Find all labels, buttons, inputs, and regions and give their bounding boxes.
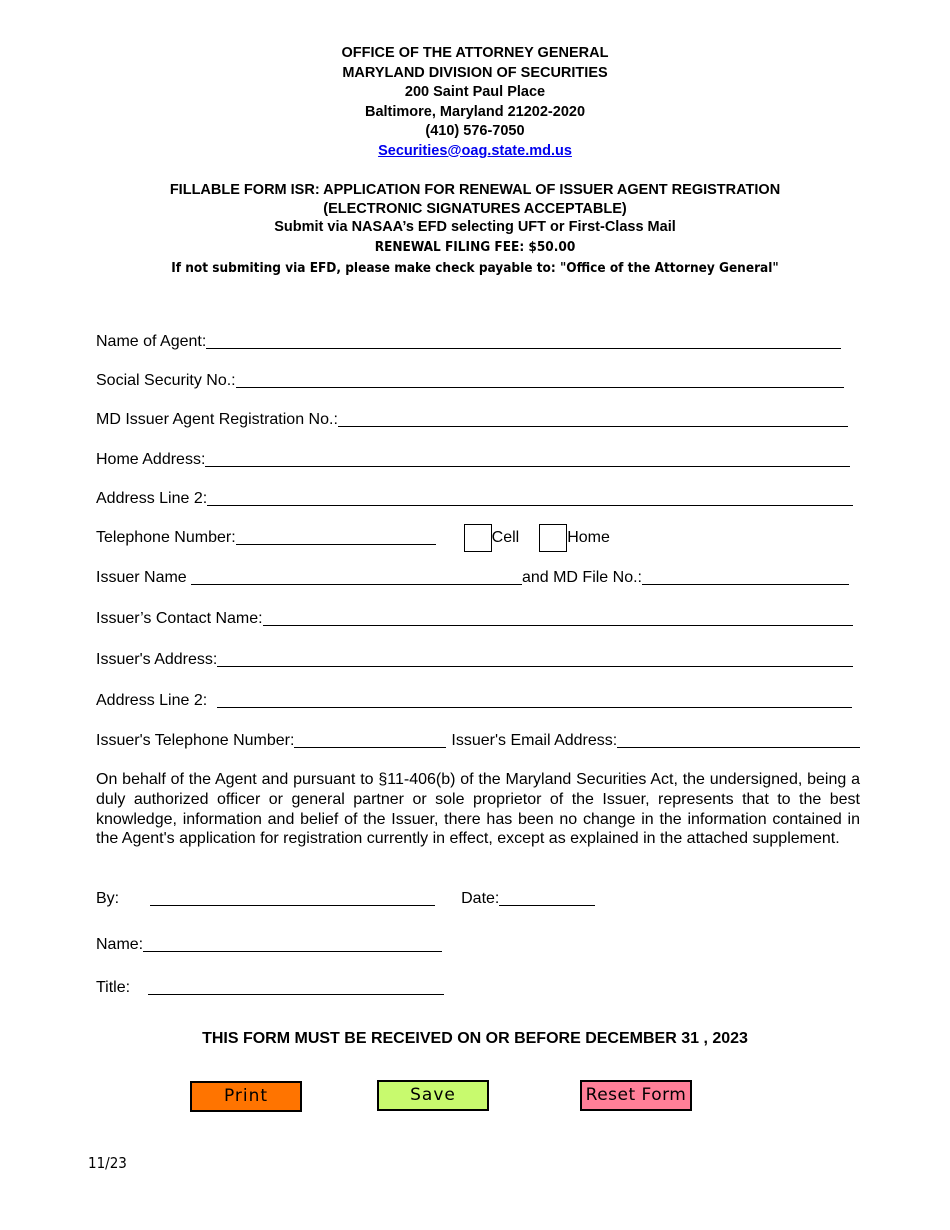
name-input[interactable] (143, 934, 442, 952)
agent-name-input[interactable] (206, 331, 841, 349)
title-label: Title: (96, 979, 131, 996)
md-reg-input[interactable] (338, 409, 848, 427)
email-link[interactable]: Securities@oag.state.md.us (378, 142, 572, 159)
by-input[interactable] (150, 888, 435, 906)
electronic-signatures-note: (ELECTRONIC SIGNATURES ACCEPTABLE) (323, 200, 627, 217)
ssn-input[interactable] (236, 370, 844, 388)
filing-fee: RENEWAL FILING FEE: $50.00 (374, 238, 576, 255)
address2-label: Address Line 2: (96, 490, 208, 507)
home-address-input[interactable] (205, 449, 850, 467)
reset-form-button[interactable]: Reset Form (580, 1080, 692, 1111)
md-file-input[interactable] (642, 567, 849, 585)
by-label: By: (96, 890, 120, 907)
home-address-label: Home Address: (96, 451, 206, 468)
issuer-name-label: Issuer Name (96, 569, 187, 586)
name-label: Name: (96, 936, 144, 953)
phone-number: (410) 576-7050 (425, 123, 525, 139)
issuer-contact-input[interactable] (263, 608, 853, 626)
cell-checkbox[interactable] (464, 524, 492, 552)
cell-label: Cell (491, 529, 520, 546)
issuer-address2-label: Address Line 2: (96, 692, 208, 709)
agent-name-label: Name of Agent: (96, 333, 207, 350)
issuer-contact-label: Issuer’s Contact Name: (96, 610, 263, 627)
issuer-address-label: Issuer's Address: (96, 651, 218, 668)
issuer-name-input[interactable] (191, 567, 522, 585)
issuer-email-input[interactable] (617, 730, 860, 748)
form-revision-date: 11/23 (88, 1154, 127, 1172)
home-checkbox[interactable] (539, 524, 567, 552)
issuer-address2-input[interactable] (217, 690, 852, 708)
street-address: 200 Saint Paul Place (404, 84, 546, 100)
attestation-statement: On behalf of the Agent and pursuant to §11-406(b) of the Maryland Securities Act, the undersigned, being a duly authorized officer or general partner or sole proprietor of the Issuer, represents that to the best knowledge, information and belief of the Issuer, there has been no change in the information contained in the Agent's application for registration currently in effect, except as explained in the attached supplement. (96, 771, 860, 848)
division-name: MARYLAND DIVISION OF SECURITIES (342, 64, 608, 81)
city-address: Baltimore, Maryland 21202-2020 (364, 103, 586, 120)
issuer-phone-label: Issuer's Telephone Number: (96, 732, 295, 749)
save-button[interactable]: Save (377, 1080, 489, 1111)
date-input[interactable] (499, 888, 595, 906)
letterhead (0, 44, 950, 161)
office-name: OFFICE OF THE ATTORNEY GENERAL (341, 45, 609, 61)
print-button[interactable]: Print (190, 1081, 302, 1112)
date-label: Date: (461, 890, 500, 907)
telephone-input[interactable] (236, 527, 436, 545)
deadline-notice: THIS FORM MUST BE RECEIVED ON OR BEFORE DECEMBER 31 , 2023 (202, 1030, 748, 1047)
issuer-email-label: Issuer's Email Address: (451, 732, 618, 749)
submit-instructions: Submit via NASAA’s EFD selecting UFT or First-Class Mail (274, 219, 676, 235)
telephone-label: Telephone Number: (96, 529, 236, 546)
address2-input[interactable] (207, 488, 853, 506)
title-input[interactable] (148, 977, 444, 995)
md-file-label: and MD File No.: (521, 569, 642, 586)
title-line: FILLABLE FORM ISR: APPLICATION FOR RENEWAL OF ISSUER AGENT REGISTRATION (169, 182, 781, 198)
home-label: Home (567, 529, 610, 546)
payable-note: If not submiting via EFD, please make check payable to: "Office of the Attorney General" (171, 259, 779, 276)
form-title (0, 181, 950, 279)
md-reg-label: MD Issuer Agent Registration No.: (96, 411, 338, 428)
ssn-label: Social Security No.: (96, 372, 236, 389)
issuer-phone-input[interactable] (294, 730, 446, 748)
issuer-address-input[interactable] (217, 649, 853, 667)
